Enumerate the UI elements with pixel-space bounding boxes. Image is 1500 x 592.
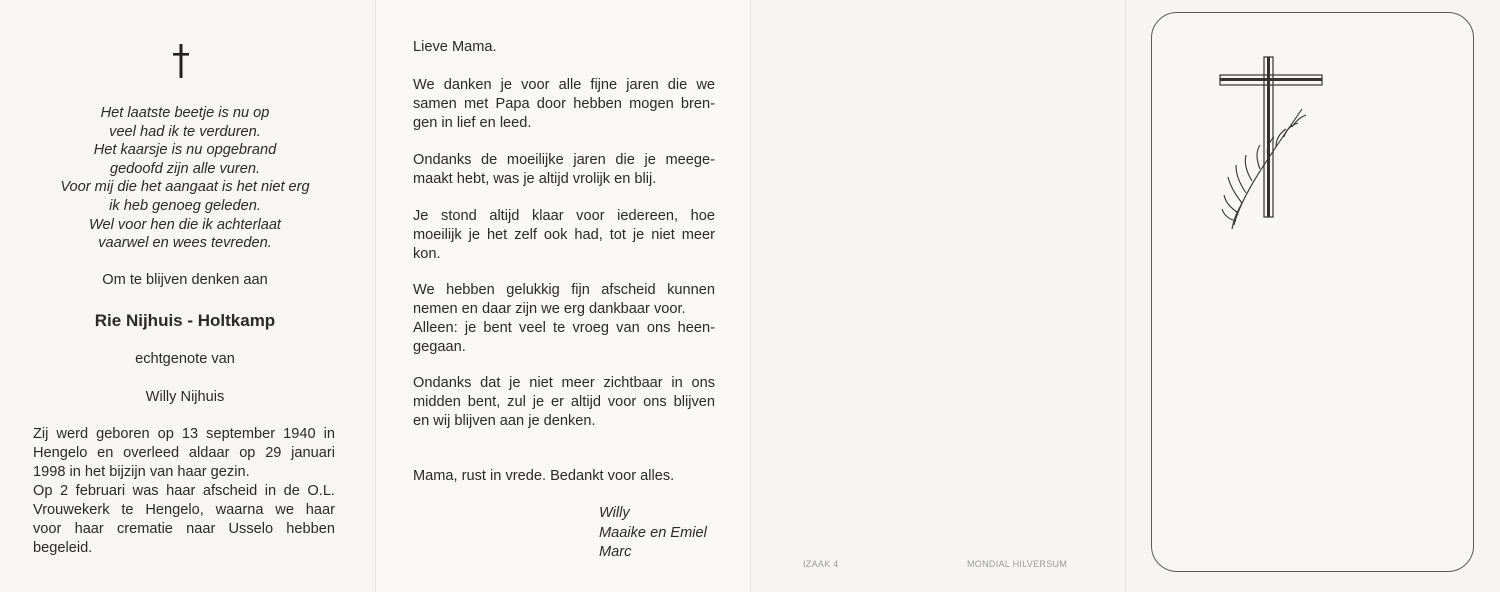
letter-line: We danken je voor alle fijne jaren die we — [413, 77, 715, 93]
signature: Maaike en Emiel — [599, 524, 707, 541]
fold-line — [1125, 0, 1126, 592]
letter-line: Ondanks de moeilijke jaren die je meege- — [413, 152, 715, 168]
poem-line: ik heb genoeg geleden. — [109, 197, 261, 214]
cover-panel — [1125, 0, 1500, 592]
letter-line: midden bent, zul je er altijd voor ons blijven — [413, 394, 715, 410]
signature: Willy — [599, 505, 630, 521]
poem-line: veel had ik te verduren. — [109, 123, 261, 140]
fold-line — [375, 0, 376, 592]
cross-with-palm-icon — [1212, 53, 1332, 253]
signatures — [599, 504, 707, 563]
letter-line: Alleen: je bent veel te vroeg van ons heen- — [413, 320, 715, 336]
bio-line: 1998 in het bijzijn van haar gezin. — [33, 464, 250, 480]
letter-line: Je stond altijd klaar voor iedereen, hoe — [413, 208, 715, 224]
signature: Marc — [599, 544, 632, 560]
bio-line: voor haar crematie naar Usselo hebben — [33, 521, 335, 537]
remember-text: Om te blijven denken aan — [102, 272, 268, 288]
card-border — [1151, 12, 1474, 572]
poem — [30, 104, 340, 253]
blank-panel — [750, 0, 1125, 592]
bio-line: begeleid. — [33, 540, 93, 556]
spouse-name: Willy Nijhuis — [145, 389, 225, 405]
poem-line: Voor mij die het aangaat is het niet erg — [60, 179, 310, 196]
printer-name: MONDIAL HILVERSUM — [967, 559, 1068, 569]
letter-line: en wij blijven aan je denken. — [413, 413, 596, 429]
poem-line: vaarwel en wees tevreden. — [98, 235, 272, 252]
poem-line: Het laatste beetje is nu op — [100, 105, 270, 121]
letter-line: gen in lief en leed. — [413, 115, 532, 131]
poem-line: Wel voor hen die ik achterlaat — [89, 216, 281, 233]
bio-line: Zij werd geboren op 13 september 1940 in — [33, 426, 335, 442]
bio-line: Hengelo en overleed aldaar op 29 januari — [33, 445, 335, 461]
letter-line: maakt hebt, was je altijd vrolijk en blij. — [413, 171, 657, 187]
letter-line: Ondanks dat je niet meer zichtbaar in ons — [413, 375, 715, 391]
letter-paragraph — [413, 207, 715, 264]
bio-line: Op 2 februari was haar afscheid in de O.L. — [33, 483, 335, 499]
letter-line: nemen en daar zijn we erg dankbaar voor. — [413, 301, 686, 317]
cross-icon — [172, 44, 190, 78]
letter-paragraph — [413, 374, 715, 431]
biography — [33, 425, 335, 558]
letter-paragraph — [413, 281, 715, 357]
letter-line: gegaan. — [413, 339, 466, 355]
spouse-of-text: echtgenote van — [135, 351, 235, 367]
poem-line: Het kaarsje is nu opgebrand — [93, 142, 277, 159]
left-panel — [0, 0, 375, 592]
poem-line: gedoofd zijn alle vuren. — [109, 160, 261, 177]
letter-paragraph — [413, 76, 715, 133]
print-code: IZAAK 4 — [803, 559, 839, 569]
closing-line: Mama, rust in vrede. Bedankt voor alles. — [413, 468, 675, 484]
letter-line: We hebben gelukkig fijn afscheid kunnen — [413, 282, 715, 298]
salutation: Lieve Mama. — [413, 39, 497, 55]
letter-line: kon. — [413, 246, 441, 262]
letter-line: moeilijk je het zelf ook had, tot je niet meer — [413, 227, 715, 243]
bio-line: Vrouwekerk te Hengelo, waarna we haar — [33, 502, 335, 518]
deceased-name: Rie Nijhuis - Holtkamp — [94, 311, 276, 330]
letter-line: samen met Papa door hebben mogen bren- — [413, 96, 715, 112]
fold-line — [750, 0, 751, 592]
letter-panel — [375, 0, 750, 592]
letter-paragraph — [413, 151, 715, 189]
